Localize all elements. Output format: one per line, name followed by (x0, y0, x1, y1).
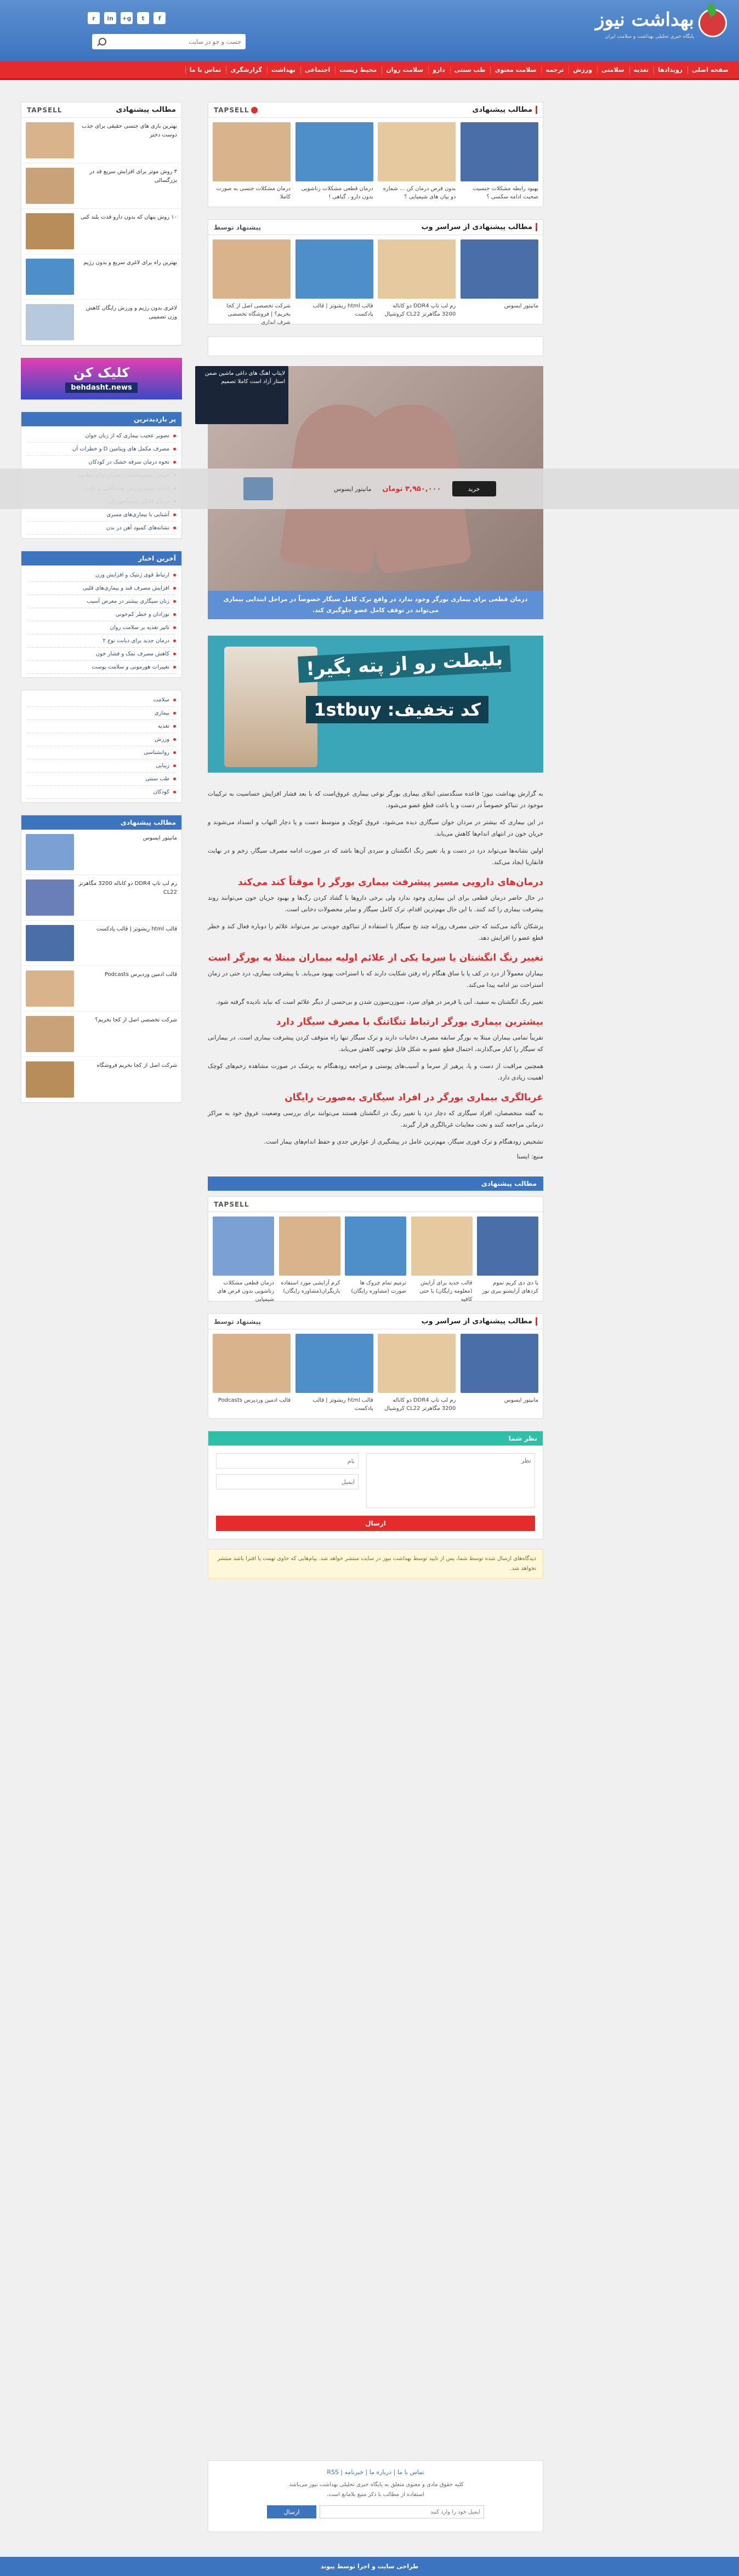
side-suggested-box (21, 815, 182, 1103)
newsletter-submit-button[interactable]: ارسال (267, 2505, 316, 2518)
article-paragraph: در این بیماری که بیشتر در مردان جوان سیگاری دیده می‌شود، عروق کوچک و متوسط دست و پا دچار التهاب و انسداد می‌شوند و جریان خون در انتهای اندام‌ها کاهش می‌یابد. (208, 819, 543, 837)
suggested-card[interactable] (279, 1216, 340, 1296)
list-item[interactable]: کاهش مصرف نمک و فشار خون (27, 648, 176, 661)
article-paragraph: تغییر رنگ انگشتان به سفید، آبی یا قرمز در هوای سرد، سوزن‌سوزن شدن و بی‌حسی از دیگر علائم است که نباید نادیده گرفته شود. (215, 998, 543, 1006)
sidebar-item[interactable] (21, 830, 181, 875)
nav-item[interactable]: صفحه اصلی (687, 66, 732, 74)
sidebar-item[interactable] (21, 966, 181, 1012)
card-caption: کرم آرایشی مورد استفاده بازیگران(مشاوره رایگان) (281, 1280, 340, 1294)
article-paragraph: پزشکان تأکید می‌کنند که حتی مصرف روزانه چند نخ سیگار یا استفاده از تنباکوی جویدنی نیز می‌تواند علائم را دوباره فعال کند و خطر قطع عضو را افزایش دهد. (208, 923, 543, 941)
card-caption: قالب جدید برای آرایش (معلومه رایگان) با حتی کافیه (419, 1280, 473, 1303)
article-paragraph: همچنین مراقبت از دست و پا، پرهیز از سرما و آسیب‌های پوستی و مراجعه زودهنگام به پزشک در صورت مشاهده زخم‌های کوچک اهمیت زیادی دارد. (208, 1063, 543, 1081)
list-item[interactable]: افزایش مصرف قند و بیماری‌های قلبی (27, 582, 176, 595)
nav-item[interactable]: سلامتی (597, 66, 628, 74)
sidebar-item[interactable] (21, 163, 181, 209)
nav-item[interactable]: تماس با ما (185, 66, 225, 74)
card-caption: مانیتور ایسوس (504, 303, 538, 309)
sticky-product-bar (0, 469, 739, 509)
email-field[interactable] (216, 1474, 359, 1489)
click-banner-line-2: behdasht.news (65, 382, 137, 393)
card-caption: درمان مشکلات جنسی به صورت کاملا (216, 186, 291, 200)
footer-text-2: استفاده از مطالب با ذکر منبع بلامانع است. (327, 2492, 424, 2498)
apple-logo-icon (698, 9, 727, 37)
list-item[interactable]: ارتباط قوی ژنتیک و افزایش وزن (27, 569, 176, 582)
sidebar-item-caption: بهترین بازی های جنسی حقیقی برای جذب دوست دختر (82, 123, 177, 138)
card-thumbnail (411, 1216, 473, 1276)
list-item[interactable]: نحوه درمان سرفه خشک در کودکان (27, 456, 176, 469)
newsletter-email-input[interactable] (320, 2505, 484, 2518)
sidebar-item[interactable] (21, 1057, 181, 1103)
sidebar-item-caption: بهترین راه برای لاغری سریع و بدون رژیم (83, 260, 177, 266)
sidebar-thumbnail (26, 834, 74, 870)
suggested-web-bottom-box (208, 1313, 543, 1419)
card-thumbnail (213, 239, 291, 299)
article-paragraph: بیماران معمولاً از درد در کف پا یا ساق هنگام راه رفتن شکایت دارند که با استراحت بهبود می‌یابد. با پیشرفت بیماری، درد حتی در زمان استراحت نیز ادامه پیدا می‌کند. (208, 970, 543, 989)
twitter-icon[interactable]: t (137, 12, 149, 24)
suggested-card[interactable] (295, 1334, 373, 1414)
card-caption: بهبود رابطه مشکلات جنسیت صحبت ادامه سکسی ؟ (473, 186, 538, 200)
suggested-card[interactable] (345, 1216, 406, 1296)
card-caption: مانیتور ایسوس (504, 1397, 538, 1403)
banner-line-2: کد تخفیف: 1stbuy (306, 696, 488, 723)
nav-item[interactable]: گزارشگری (226, 66, 265, 74)
card-caption: ترمیم تمام چروک ها صورت (مشاوره رایگان) (351, 1280, 406, 1294)
latest-news-title: آخرین اخبار (21, 551, 181, 566)
nav-item[interactable]: سلامت روان (382, 66, 427, 74)
suggested-title: مطالب پیشنهادی (472, 106, 537, 114)
card-thumbnail (279, 1216, 340, 1276)
sidebar-item-caption: ۳ روش موثر برای افزایش سریع قد در بزرگسالی (89, 169, 177, 184)
sidebar-item[interactable] (21, 300, 181, 345)
list-item[interactable]: نوزادان و خطر کم‌خونی (27, 608, 176, 621)
sidebar-item-caption: رم لپ تاپ DDR4 دو کاناله 3200 مگاهرتز CL22 (78, 881, 177, 895)
nav-item[interactable]: تغذیه (629, 66, 653, 74)
nav-item[interactable]: دارو (428, 66, 449, 74)
hero-caption: درمان قطعی برای بیماری بورگر وجود ندارد در واقع ترک کامل سیگار خصوصاً در مراحل ابتدایی بیماری می‌تواند در توقف کامل عضو جلوگیری کند. (208, 591, 543, 619)
list-item[interactable]: زیبایی (27, 759, 176, 773)
sidebar-thumbnail (26, 1016, 74, 1052)
sidebar-item[interactable] (21, 921, 181, 966)
card-thumbnail (345, 1216, 406, 1276)
card-thumbnail (477, 1216, 538, 1276)
article-subheading: غربالگری بیماری بورگر در افراد سیگاری به‌صورت رایگان (285, 1092, 543, 1103)
sidebar-item[interactable] (21, 875, 181, 921)
side-suggested-title: مطالب پیشنهادی (21, 815, 181, 830)
suggested-web-title: مطالب پیشنهادی از سراسر وب (422, 223, 537, 231)
product-price: ۳,۹۵۰,۰۰۰ تومان (382, 484, 441, 493)
tapsell-brand (214, 106, 258, 114)
list-item[interactable]: تاثیر تغذیه بر سلامت روان (27, 621, 176, 635)
comment-textarea[interactable] (366, 1453, 535, 1508)
nav-item[interactable]: سلامت معنوی (490, 66, 540, 74)
card-caption: رم لپ تاپ DDR4 دو کاناله 3200 مگاهرتز CL22 کروشیال (384, 303, 456, 317)
comment-policy-note: دیدگاه‌های ارسال شده توسط شما، پس از تایید توسط بهداشت نیوز در سایت منتشر خواهد شد. پیام‌هایی که حاوی تهمت یا افترا باشد منتشر نخواهد شد. (208, 1549, 543, 1579)
suggested-card[interactable] (461, 1334, 538, 1414)
suggested-card[interactable] (213, 239, 291, 325)
nav-item[interactable]: محیط زیست (335, 66, 380, 74)
sidebar-item[interactable] (21, 209, 181, 254)
promo-badge[interactable]: لاپتاپ اهنگ های داغی ماشین ضمن استار آزاد است کاملا تصمیم (195, 366, 288, 424)
nav-item[interactable]: رویدادها (653, 66, 686, 74)
sidebar-item[interactable] (21, 118, 181, 163)
sidebar-item-caption: قالب html ریشوتز | قالب پادکست (96, 926, 177, 932)
footer-text-1: کلیه حقوق مادی و معنوی متعلق به پایگاه خبری تحلیلی بهداشت نیوز می‌باشد. (287, 2482, 464, 2488)
sidebar-thumbnail (26, 259, 74, 295)
suggested-card[interactable] (461, 122, 538, 202)
tapsell-brand-text: TAPSELL (214, 106, 249, 114)
card-thumbnail (378, 239, 456, 299)
card-thumbnail (461, 1334, 538, 1393)
sidebar-thumbnail (26, 925, 74, 961)
latest-news-box (21, 551, 182, 678)
card-caption: قالب html ریشوتز | قالب پادکست (312, 303, 373, 317)
newsletter-form (216, 2505, 535, 2518)
article-subheading: بیشترین بیماری بورگر ارتباط تنگاتنگ با مصرف سیگار دارد (276, 1016, 543, 1027)
suggested-card[interactable] (411, 1216, 473, 1303)
sidebar-thumbnail (26, 304, 74, 340)
card-caption: با دی دی کریم تموم کردهای آرایشتو ببری نور (482, 1280, 538, 1294)
suggested-bottom-box (208, 1196, 543, 1301)
sidebar-item-caption: شرکت اصل از کجا بخریم فروشگاه (96, 1063, 177, 1069)
card-caption: شرکت تخصصی اصل از کجا بخریم؟ | فروشگاه تخصصی شرف اندازی (226, 303, 291, 325)
card-thumbnail (378, 1334, 456, 1393)
search-input[interactable] (106, 38, 241, 45)
main-nav (0, 61, 739, 80)
sidebar-item-caption: لاغری بدون رژیم و ورزش رایگان کاهش وزن تضمینی (86, 305, 177, 320)
most-viewed-title: پر بازدیدترین (21, 412, 181, 426)
article-paragraph: اولین نشانه‌ها می‌تواند درد در دست و پا، تغییر رنگ انگشتان و سردی آن‌ها باشد که در صورت ادامه مصرف سیگار، زخم و در نهایت قانقاریا ایجاد می‌کند. (208, 847, 543, 866)
card-thumbnail (213, 122, 291, 181)
nav-item[interactable]: ترجمه (541, 66, 567, 74)
site-header (0, 0, 739, 61)
card-thumbnail (295, 1334, 373, 1393)
name-field[interactable] (216, 1453, 359, 1469)
suggested-card[interactable] (477, 1216, 538, 1296)
buy-button[interactable]: خرید (452, 481, 496, 496)
list-item[interactable]: آشنایی با بیماری‌های مسری (27, 509, 176, 522)
suggested-card[interactable] (461, 239, 538, 319)
sidebar-item-caption: قالب ادمین وردپرس Podcasts (104, 972, 177, 978)
send-comment-button[interactable]: ارسال (216, 1516, 535, 1531)
card-caption: رم لپ تاپ DDR4 دو کاناله 3200 مگاهرتز CL22 کروشیال (384, 1397, 456, 1412)
social-links (88, 12, 166, 24)
nav-item[interactable]: بهداشت (267, 66, 299, 74)
card-thumbnail (378, 122, 456, 181)
sidebar-thumbnail (26, 122, 74, 158)
site-logo[interactable] (562, 5, 727, 44)
sidebar-tapsell-brand: TAPSELL (27, 106, 62, 114)
nav-item[interactable]: طب سنتی (450, 66, 490, 74)
suggested-card[interactable] (213, 1216, 274, 1303)
list-item[interactable]: مصرف مکمل های ویتامین D و خطرات آن (27, 443, 176, 456)
sidebar-thumbnail (26, 1061, 74, 1098)
list-item[interactable]: تصویر عجیب بیماری که از زنان جوان (27, 430, 176, 443)
suggested-card[interactable] (295, 122, 373, 202)
suggested-web-box (208, 219, 543, 324)
suggested-web-brand: پیشنهاد توسط (214, 223, 261, 231)
main-column (208, 102, 543, 1589)
nav-item[interactable]: ورزش (569, 66, 596, 74)
card-caption: بدون قرص درمان کن ... شماره دو بیان های شیمیایی ؟ (383, 186, 456, 200)
list-item[interactable]: کودکان (27, 786, 176, 799)
tags-box (21, 690, 182, 803)
article-paragraph: در حال حاضر درمان قطعی برای این بیماری وجود ندارد ولی برخی داروها با گشاد کردن رگ‌ها و بهبود جریان خون می‌توانند روند پیشرفت بیماری را کند کنند. با این حال مهم‌ترین اقدام، ترک کامل سیگار و سایر محصولات دخانی است. (208, 894, 543, 913)
card-thumbnail (213, 1334, 291, 1393)
article-body (208, 788, 543, 1160)
suggested-card[interactable] (213, 122, 291, 202)
suggested-card[interactable] (295, 239, 373, 319)
sidebar-suggested-title: مطالب پیشنهادی (116, 106, 176, 114)
article-subheading: تغییر رنگ انگشتان یا سرما یکی از علائم اولیه بیماران مبتلا به بورگر است (208, 952, 543, 963)
sidebar-item-caption: ۱۰ روش پنهان که بدون دارو قدت بلند کنی (81, 214, 177, 220)
site-footer (208, 2460, 543, 2532)
comment-box (208, 1431, 543, 1539)
article-subheading: درمان‌های دارویی مسیر پیشرفت بیماری بورگر را موقتاً کند می‌کند (237, 877, 543, 888)
sidebar-item[interactable] (21, 254, 181, 300)
suggested-card[interactable] (378, 239, 456, 319)
list-item[interactable]: تغذیه (27, 720, 176, 733)
card-caption: قالب ادمین وردپرس Podcasts (218, 1397, 291, 1403)
sidebar-thumbnail (26, 168, 74, 204)
list-item[interactable]: درمان جدید برای دیابت نوع ۲ (27, 635, 176, 648)
promo-banner[interactable] (208, 636, 543, 773)
ad-strip (208, 336, 543, 356)
tapsell-logo-icon (251, 107, 258, 113)
article-paragraph: تشخیص زودهنگام و ترک فوری سیگار، مهم‌ترین عامل در پیشگیری از عوارض جدی و حفظ اندام‌های بیمار است. (264, 1138, 543, 1145)
suggested-web-bottom-title: مطالب پیشنهادی از سراسر وب (422, 1317, 537, 1326)
article-paragraph: به گزارش بهداشت نیوز؛ قاعده سنگدستی ابتلای بیماری بورگر نوعی بیماری عروق‌است که با بعد فشار افزایش حساسیت به ترکیبات موجود در تنباکو خصوصاً در دست و پا باعث قطع عضو می‌شود. (208, 790, 543, 809)
monitor-thumbnail (243, 477, 273, 500)
sidebar-thumbnail (26, 970, 74, 1007)
article-paragraph: به گفته متخصصان، افراد سیگاری که دچار درد یا تغییر رنگ در انگشتان هستند می‌توانند برای بررسی وضعیت عروق خود به مراکز درمانی مراجعه کنند و تحت معاینات غربالگری قرار گیرند. (208, 1110, 543, 1128)
list-item[interactable]: بیماری (27, 707, 176, 720)
card-caption: درمان قطعی مشکلات زناشویی بدون قرص های شیمیایی (217, 1280, 274, 1303)
list-item[interactable]: روانشناسی (27, 746, 176, 759)
list-item[interactable]: تغییرات هورمونی و سلامت پوست (27, 661, 176, 674)
list-item[interactable]: طب سنتی (27, 773, 176, 786)
banner-line-1: بلیطت رو از پته بگیر! (298, 646, 511, 683)
suggested-card[interactable] (378, 1334, 456, 1414)
card-thumbnail (213, 1216, 274, 1276)
click-banner-line-1: کلیک کن (73, 364, 130, 380)
card-thumbnail (295, 122, 373, 181)
card-thumbnail (461, 122, 538, 181)
card-thumbnail (461, 239, 538, 299)
article-paragraph: تقریباً تمامی بیماران مبتلا به بورگر سابقه مصرف دخانیات دارند و ترک سیگار تنها راه متوقف کردن پیشرفت بیماری است. در بیمارانی که سیگار را کنار می‌گذارند، احتمال قطع عضو به شکل قابل توجهی کاهش می‌یابد. (208, 1034, 543, 1053)
sidebar-thumbnail (26, 879, 74, 916)
product-title: مانیتور ایسوس (334, 485, 372, 493)
list-item[interactable]: زنان سیگاری بیشتر در معرض آسیب (27, 595, 176, 608)
nav-item[interactable]: اجتماعی (300, 66, 334, 74)
tapsell-brand: TAPSELL (214, 1200, 249, 1208)
card-thumbnail (295, 239, 373, 299)
sidebar (21, 102, 182, 1115)
suggested-box (208, 102, 543, 207)
search-box (92, 34, 246, 49)
list-item[interactable]: سلامت (27, 694, 176, 707)
sidebar-item-caption: مانیتور ایسوس (143, 835, 177, 841)
comment-box-title: نظر شما (208, 1431, 543, 1446)
card-caption: قالب html ریشوتز | قالب پادکست (312, 1397, 373, 1412)
suggested-web-bottom-brand: پیشنهاد توسط (214, 1317, 261, 1326)
rss-icon[interactable]: r (88, 12, 100, 24)
facebook-icon[interactable]: f (154, 12, 166, 24)
click-banner[interactable] (21, 358, 182, 399)
card-caption: درمان قطعی مشکلات زناشویی بدون دارو ، گیاهی ! (301, 186, 373, 200)
list-item[interactable]: ورزش (27, 733, 176, 746)
telegram-icon[interactable]: in (104, 12, 116, 24)
sidebar-thumbnail (26, 213, 74, 249)
search-icon[interactable] (99, 38, 106, 45)
sidebar-item-caption: شرکت تخصصی اصل از کجا بخریم؟ (95, 1017, 177, 1023)
article-source: منبع: ایسنا (516, 1153, 543, 1160)
site-tagline: پایگاه خبری تحلیلی بهداشت و سلامت ایران (605, 34, 694, 39)
sidebar-suggested-box (21, 102, 182, 346)
list-item[interactable]: نشانه‌های کمبود آهن در بدن (27, 522, 176, 535)
footer-links[interactable]: تماس با ما | درباره ما | خبرنامه | RSS (327, 2469, 424, 2476)
suggested-card[interactable] (213, 1334, 291, 1414)
google-plus-icon[interactable]: g+ (121, 12, 133, 24)
suggested-bottom-header: مطالب پیشنهادی (208, 1176, 543, 1191)
site-title: بهداشت نیوز (595, 9, 694, 31)
suggested-card[interactable] (378, 122, 456, 202)
sidebar-item[interactable] (21, 1012, 181, 1057)
copyright-bar: طراحی سایت و اجرا توسط پیوند (0, 2557, 739, 2576)
